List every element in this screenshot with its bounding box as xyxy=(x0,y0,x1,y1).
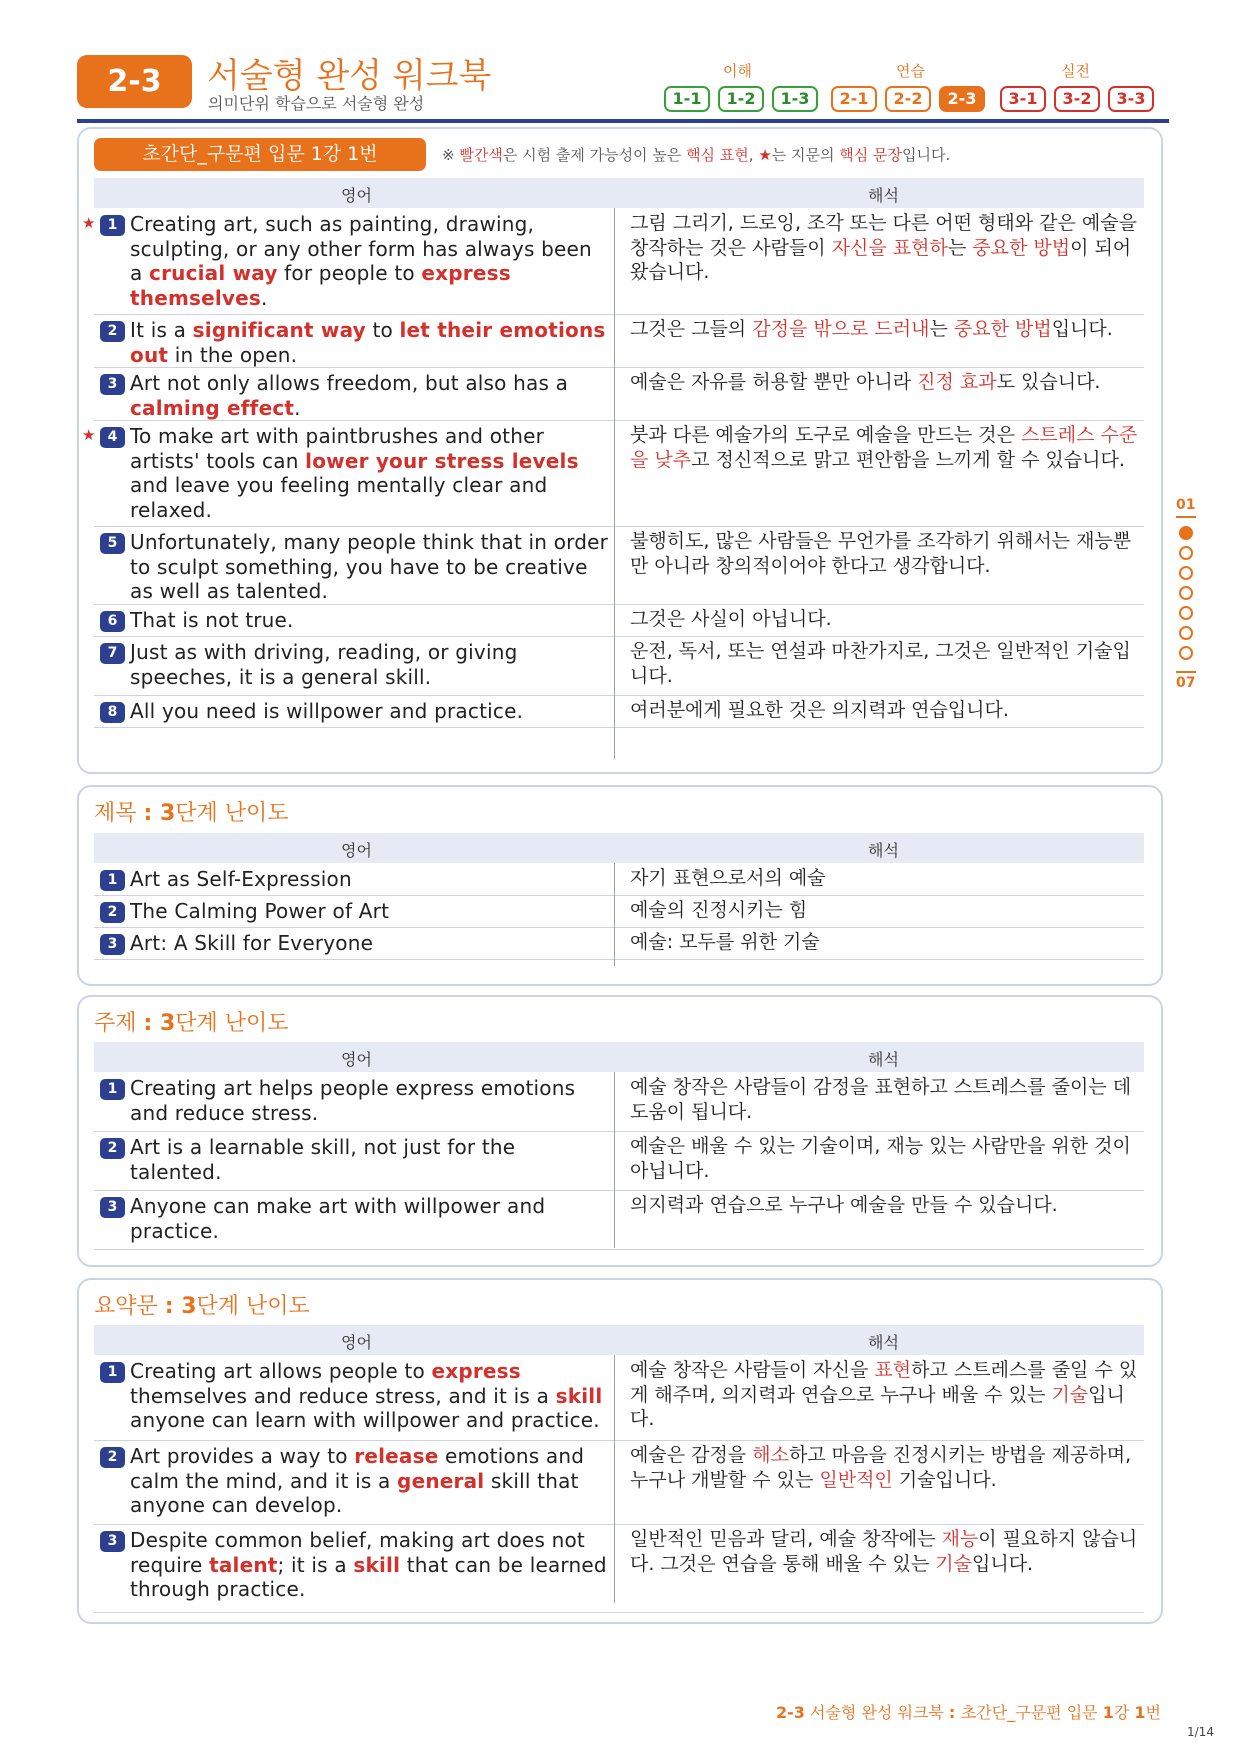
english-sentence xyxy=(130,1135,610,1184)
table-row xyxy=(94,636,1144,696)
korean-translation xyxy=(630,1075,1138,1124)
workbook-subtitle: 의미단위 학습으로 서술형 완성 xyxy=(208,94,425,113)
col-header-translation: 해석 xyxy=(868,1333,899,1352)
key-expression: 일반적인 xyxy=(819,1468,893,1491)
text-segment: The Calming Power of Art xyxy=(130,899,390,923)
key-expression: 중요한 방법 xyxy=(972,236,1071,259)
english-sentence xyxy=(130,640,610,689)
korean-translation xyxy=(630,639,1138,688)
unit-badge: 2-3 xyxy=(77,55,192,108)
text-segment: 하고 스트레스를 줄일 수 있게 해주며, 의지력과 연습으로 누구나 배울 수 있는 xyxy=(630,1359,1138,1406)
row-number-badge: 3 xyxy=(100,1531,125,1552)
text-segment: 이 필요하지 않습니다. 그것은 연습을 통해 배울 수 있는 xyxy=(630,1528,1138,1575)
key-expression: talent xyxy=(209,1552,278,1577)
text-segment: 예술은 자유를 허용할 뿐만 아니라 xyxy=(630,371,918,393)
key-expression: release xyxy=(354,1444,439,1468)
key-expression: let their emotions out xyxy=(130,318,606,367)
key-expression: 기술 xyxy=(1051,1383,1089,1406)
table-row xyxy=(82,208,1144,315)
page-dot-4[interactable] xyxy=(1179,586,1193,600)
english-sentence xyxy=(130,608,610,633)
english-sentence xyxy=(130,530,610,604)
row-number-badge: 2 xyxy=(100,321,125,342)
text-segment: anyone can learn with willpower and practice. xyxy=(130,1408,600,1432)
header-divider xyxy=(77,119,1169,123)
text-segment: 입니다. xyxy=(1051,318,1113,340)
row-number-badge: 1 xyxy=(100,215,125,236)
title-table-header xyxy=(94,833,1144,863)
table-row xyxy=(94,367,1144,421)
key-expression: skill xyxy=(555,1383,603,1408)
title-section-heading: 제목 : 3단계 난이도 xyxy=(94,801,289,826)
table-row xyxy=(94,695,1144,728)
text-segment: 예술은 배울 수 있는 기술이며, 재능 있는 사람만을 위한 것이 아닙니다. xyxy=(630,1135,1131,1182)
text-segment: 는 xyxy=(929,318,954,340)
col-header-english: 영어 xyxy=(341,186,372,205)
table-row xyxy=(94,526,1144,605)
table-row xyxy=(94,895,1144,928)
row-number-badge: 5 xyxy=(100,533,125,554)
text-segment: 그림 그리기, 드로잉, 조각 또는 다른 어떤 형태와 같은 예술을 창작하는 것은 사람들이 xyxy=(630,212,1137,259)
korean-translation xyxy=(630,423,1138,472)
korean-translation xyxy=(630,607,1138,632)
english-sentence xyxy=(130,1444,610,1518)
english-sentence xyxy=(130,1359,610,1433)
col-header-translation: 해석 xyxy=(868,841,899,860)
column-divider xyxy=(614,1072,615,1248)
text-segment: Art provides a way to xyxy=(130,1444,355,1468)
table-row xyxy=(94,314,1144,368)
level-tab-2-2[interactable]: 2-2 xyxy=(885,86,931,112)
text-segment: Art as Self-Expression xyxy=(130,867,352,891)
korean-translation xyxy=(630,930,1138,955)
page-dot-3[interactable] xyxy=(1179,566,1193,580)
page-dot-7[interactable] xyxy=(1179,646,1193,660)
key-expression: 중요한 방법 xyxy=(953,318,1052,340)
key-expression: 감정을 밖으로 드러내 xyxy=(752,318,930,340)
col-header-translation: 해석 xyxy=(868,186,899,205)
col-header-english: 영어 xyxy=(341,1333,372,1352)
page-dot-5[interactable] xyxy=(1179,606,1193,620)
text-segment: Art not only allows freedom, but also has a xyxy=(130,371,569,395)
key-expression: 표현 xyxy=(874,1359,912,1381)
korean-translation xyxy=(630,898,1138,923)
korean-translation xyxy=(630,211,1138,285)
text-segment: Creating art helps people express emotions and reduce stress. xyxy=(130,1076,576,1125)
row-number-badge: 2 xyxy=(100,1447,125,1468)
key-expression: skill xyxy=(353,1552,401,1577)
text-segment: Unfortunately, many people think that in order to sculpt something, you have to be creative as well as talented. xyxy=(130,530,609,603)
text-segment: 예술은 감정을 xyxy=(630,1444,753,1466)
text-segment: Just as with driving, reading, or giving speeches, it is a general skill. xyxy=(130,640,518,689)
key-expression: crucial way xyxy=(149,261,278,285)
level-tab-1-2[interactable]: 1-2 xyxy=(718,86,764,112)
level-tab-2-3[interactable]: 2-3 xyxy=(939,86,985,112)
side-page-first: 01 xyxy=(1176,497,1196,513)
workbook-title: 서술형 완성 워크북 xyxy=(207,56,492,96)
english-sentence xyxy=(130,931,610,956)
text-segment: 고 정신적으로 맑고 편안함을 느끼게 할 수 있습니다. xyxy=(691,448,1125,471)
row-number-badge: 8 xyxy=(100,702,125,723)
english-sentence xyxy=(130,424,610,522)
key-expression: 해소 xyxy=(752,1444,789,1466)
text-segment: 하고 마음을 진정시키는 방법을 제공하며, 누구나 개발할 수 있는 xyxy=(630,1444,1132,1491)
text-segment: 입니다. xyxy=(972,1552,1034,1575)
lesson-pill: 초간단_구문편 입문 1강 1번 xyxy=(94,138,426,171)
key-expression: 재능 xyxy=(941,1528,979,1550)
key-expression: significant way xyxy=(192,318,366,342)
korean-translation xyxy=(630,698,1138,723)
key-expression: 자신을 표현하 xyxy=(831,236,948,259)
passage-table-header xyxy=(94,178,1144,208)
column-divider xyxy=(614,208,615,759)
text-segment: for people to xyxy=(277,261,422,285)
summary-table-header xyxy=(94,1325,1144,1355)
table-row xyxy=(94,1524,1144,1613)
row-number-badge: 7 xyxy=(100,643,125,664)
row-number-badge: 1 xyxy=(100,1079,125,1100)
text-segment: That is not true. xyxy=(130,608,294,632)
korean-translation xyxy=(630,1527,1138,1576)
korean-translation xyxy=(630,317,1138,342)
col-header-english: 영어 xyxy=(341,1050,372,1069)
key-expression: 진정 효과 xyxy=(917,371,997,393)
english-sentence xyxy=(130,1528,610,1602)
text-segment: Art is a learnable skill, not just for the talented. xyxy=(130,1135,516,1184)
level-tab-1-3[interactable]: 1-3 xyxy=(772,86,818,112)
key-expression: 스트레스 수준을 낮추 xyxy=(630,424,1138,471)
text-segment: To make art with paintbrushes and other artists' tools can xyxy=(130,424,545,473)
table-row xyxy=(94,863,1144,896)
key-expression: calming effect xyxy=(130,395,295,420)
column-divider xyxy=(614,863,615,966)
text-segment: to xyxy=(365,318,400,342)
text-segment: 예술 창작은 사람들이 자신을 xyxy=(630,1359,875,1381)
text-segment: Despite common belief, making art does not require xyxy=(130,1528,585,1577)
side-line-top xyxy=(1176,516,1196,518)
text-segment: It is a xyxy=(130,318,193,342)
text-segment: 예술 창작은 사람들이 감정을 표현하고 스트레스를 줄이는 데 도움이 됩니다. xyxy=(630,1076,1132,1123)
row-number-badge: 3 xyxy=(100,934,125,955)
text-segment: 운전, 독서, 또는 연설과 마찬가지로, 그것은 일반적인 기술입니다. xyxy=(630,640,1131,687)
text-segment: and leave you feeling mentally clear and relaxed. xyxy=(130,473,548,522)
row-number-badge: 3 xyxy=(100,1197,125,1218)
level-tab-3-3[interactable]: 3-3 xyxy=(1108,86,1154,112)
text-segment: 기술입니다. xyxy=(892,1468,997,1491)
english-sentence xyxy=(130,371,610,420)
topic-section-heading: 주제 : 3단계 난이도 xyxy=(94,1011,289,1036)
key-expression: lower your stress levels xyxy=(305,448,579,473)
text-segment: in the open. xyxy=(168,342,298,367)
group-label-real: 실전 xyxy=(1061,62,1090,80)
text-segment: Creating art allows people to xyxy=(130,1359,432,1383)
column-divider xyxy=(614,1355,615,1603)
key-expression: general xyxy=(397,1468,485,1493)
text-segment: 이 되어 왔습니다. xyxy=(630,236,1132,283)
text-segment: Art: A Skill for Everyone xyxy=(130,931,374,955)
text-segment: 는 xyxy=(947,236,973,259)
footer-title: 2-3 서술형 완성 워크북 : 초간단_구문편 입문 1강 1번 xyxy=(776,1703,1161,1722)
korean-translation xyxy=(630,1193,1138,1218)
row-number-badge: 1 xyxy=(100,1362,125,1383)
english-sentence xyxy=(130,212,610,310)
table-row xyxy=(94,1355,1144,1441)
row-number-badge: 2 xyxy=(100,1138,125,1159)
english-sentence xyxy=(130,699,610,724)
key-sentence-star-icon: ★ xyxy=(82,214,96,232)
key-expression: 기술 xyxy=(935,1552,972,1575)
row-number-badge: 4 xyxy=(100,427,125,448)
page-dot-6[interactable] xyxy=(1179,626,1193,640)
text-segment: 그것은 그들의 xyxy=(630,318,753,340)
table-row xyxy=(82,420,1144,527)
side-page-last: 07 xyxy=(1176,675,1196,691)
text-segment: 일반적인 믿음과 달리, 예술 창작에는 xyxy=(630,1528,942,1550)
side-line-bottom xyxy=(1176,671,1196,673)
level-tab-2-1[interactable]: 2-1 xyxy=(831,86,877,112)
table-row xyxy=(94,1131,1144,1191)
table-row xyxy=(94,1190,1144,1250)
english-sentence xyxy=(130,1076,610,1125)
table-row xyxy=(94,927,1144,960)
level-tab-1-1[interactable]: 1-1 xyxy=(664,86,710,112)
text-segment: 붓과 다른 예술가의 도구로 예술을 만드는 것은 xyxy=(630,424,1022,446)
group-label-practice: 연습 xyxy=(896,62,925,80)
text-segment: Anyone can make art with willpower and practice. xyxy=(130,1194,546,1243)
legend-note: ※ 빨간색은 시험 출제 가능성이 높은 핵심 표현, ★는 지문의 핵심 문장입니다. xyxy=(442,146,951,164)
text-segment: 그것은 사실이 아닙니다. xyxy=(630,608,832,630)
text-segment: All you need is willpower and practice. xyxy=(130,699,524,723)
text-segment: themselves and reduce stress, and it is a xyxy=(130,1383,556,1408)
korean-translation xyxy=(630,866,1138,891)
text-segment: 의지력과 연습으로 누구나 예술을 만들 수 있습니다. xyxy=(630,1194,1058,1216)
korean-translation xyxy=(630,1443,1138,1492)
english-sentence xyxy=(130,867,610,892)
text-segment: 도 있습니다. xyxy=(996,371,1101,393)
text-segment: 예술의 진정시키는 힘 xyxy=(630,899,808,921)
text-segment: 입니다. xyxy=(630,1383,1125,1430)
topic-table-header xyxy=(94,1042,1144,1072)
korean-translation xyxy=(630,1358,1138,1432)
row-number-badge: 3 xyxy=(100,374,125,395)
text-segment: Creating art, such as painting, drawing, sculpting, or any other form has always been a xyxy=(130,212,592,285)
korean-translation xyxy=(630,370,1138,395)
text-segment: emotions and calm the mind, and it is a xyxy=(130,1444,585,1493)
english-sentence xyxy=(130,899,610,924)
row-number-badge: 6 xyxy=(100,611,125,632)
key-expression: express themselves xyxy=(130,261,511,310)
korean-translation xyxy=(630,529,1138,578)
table-row xyxy=(94,1072,1144,1132)
english-sentence xyxy=(130,318,610,367)
english-sentence xyxy=(130,1194,610,1243)
text-segment: 예술: 모두를 위한 기술 xyxy=(630,931,820,953)
text-segment: skill that anyone can develop. xyxy=(130,1468,579,1517)
text-segment: . xyxy=(294,395,301,420)
col-header-english: 영어 xyxy=(341,841,372,860)
table-row xyxy=(94,1440,1144,1525)
table-row xyxy=(94,604,1144,637)
text-segment: 불행히도, 많은 사람들은 무언가를 조각하기 위해서는 재능뿐만 아니라 창의적이어야 한다고 생각합니다. xyxy=(630,530,1132,577)
group-label-understand: 이해 xyxy=(723,62,752,80)
row-number-badge: 1 xyxy=(100,870,125,891)
korean-translation xyxy=(630,1134,1138,1183)
text-segment: 여러분에게 필요한 것은 의지력과 연습입니다. xyxy=(630,699,1009,721)
col-header-translation: 해석 xyxy=(868,1050,899,1069)
text-segment: 자기 표현으로서의 예술 xyxy=(630,867,826,889)
text-segment: . xyxy=(261,285,268,310)
key-sentence-star-icon: ★ xyxy=(82,426,96,444)
key-expression: express xyxy=(431,1359,521,1383)
page-dot-1[interactable] xyxy=(1179,526,1193,540)
page-number: 1/14 xyxy=(1187,1725,1214,1739)
level-tab-3-2[interactable]: 3-2 xyxy=(1054,86,1100,112)
text-segment: ; it is a xyxy=(277,1552,354,1577)
page-dot-2[interactable] xyxy=(1179,546,1193,560)
row-number-badge: 2 xyxy=(100,902,125,923)
summary-section-heading: 요약문 : 3단계 난이도 xyxy=(94,1294,310,1319)
level-tab-3-1[interactable]: 3-1 xyxy=(1000,86,1046,112)
text-segment: that can be learned through practice. xyxy=(130,1552,607,1601)
